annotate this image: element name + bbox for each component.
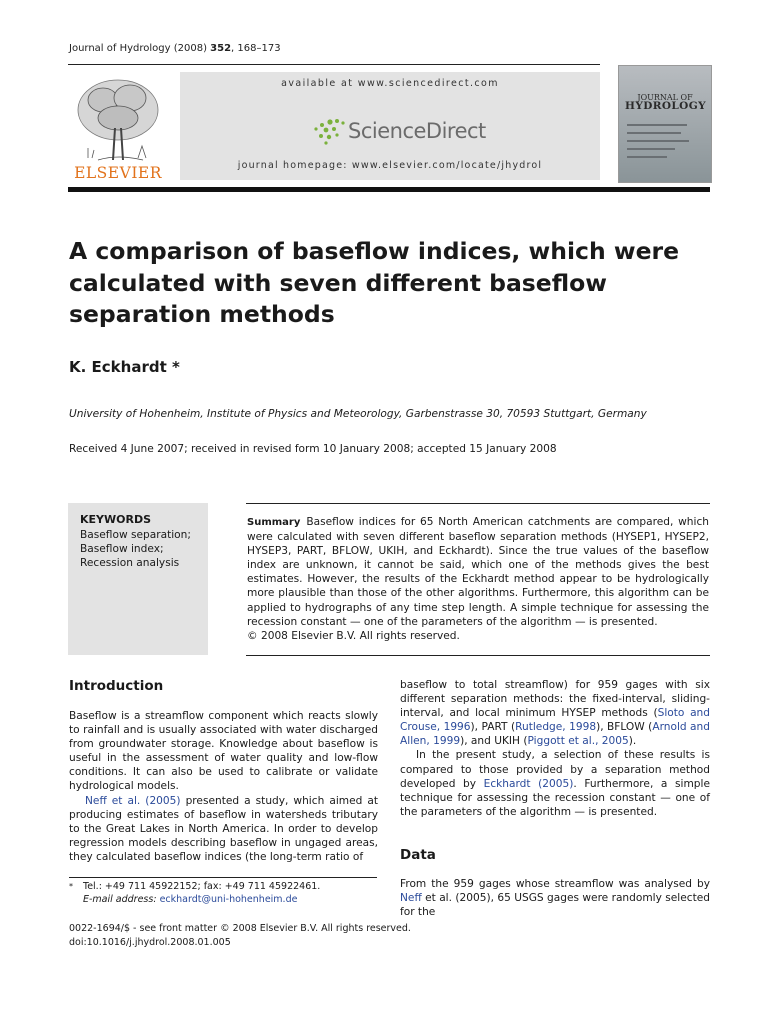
text-run: ), and UKIH ( bbox=[460, 735, 528, 748]
author-affiliation: University of Hohenheim, Institute of Physics and Meteorology, Garbenstrasse 30, 70593 Stuttgart, Germany bbox=[69, 408, 647, 420]
sciencedirect-dots-icon bbox=[312, 116, 348, 146]
front-matter-line: 0022-1694/$ - see front matter © 2008 Elsevier B.V. All rights reserved. bbox=[69, 923, 411, 934]
journal-cover-thumbnail bbox=[618, 65, 712, 183]
footnote-tel: Tel.: +49 711 45922152; fax: +49 711 45922461. bbox=[83, 881, 321, 892]
text-run: From the 959 gages whose streamflow was analysed by bbox=[400, 878, 710, 890]
journal-pages: , 168–173 bbox=[231, 43, 281, 54]
summary-copyright: © 2008 Elsevier B.V. All rights reserved. bbox=[247, 629, 460, 642]
journal-citation bbox=[69, 43, 281, 54]
text-run: . Furthermore, a simple technique for assessing the recession constant — one of the parameters of the algorithm — is presented. bbox=[400, 777, 710, 818]
citation-link-eckhardt[interactable]: Eckhardt (2005) bbox=[483, 777, 574, 790]
keyword-item: Baseflow index; bbox=[80, 543, 164, 555]
intro-paragraph-2-text: presented a study, which aimed at producing estimates of baseflow in watersheds tributary to the Great Lakes in North America. In order to develop regression models describing baseflow in ungaged areas, they calculated baseflow indices (the long-term ratio of bbox=[69, 794, 378, 863]
footnote-email-label: E-mail address: bbox=[83, 893, 160, 905]
abstract-summary bbox=[247, 515, 709, 643]
summary-top-rule bbox=[246, 503, 710, 504]
header-rule bbox=[68, 64, 600, 65]
right-paragraph-1 bbox=[400, 678, 710, 748]
summary-bottom-rule bbox=[246, 655, 710, 656]
keywords-list bbox=[80, 528, 191, 570]
summary-label: Summary bbox=[247, 517, 301, 528]
intro-paragraph-1: Baseflow is a streamflow component which reacts slowly to rainfall and is usually associated with water discharged from groundwater storage. Knowledge about baseflow is useful in the assessment of water quality and low-flow conditions. It can also be used to calibrate or validate hydrological models. bbox=[69, 710, 378, 793]
citation-link-neff-2[interactable]: Neff bbox=[400, 892, 422, 905]
footnote-mark: * bbox=[69, 882, 73, 891]
text-run: baseflow to total streamflow) for 959 gages with six different separation methods: the fixed-interval, sliding-interval, and local minimum HYSEP methods ( bbox=[400, 679, 710, 720]
author-email-link[interactable]: eckhardt@uni-hohenheim.de bbox=[159, 893, 298, 905]
citation-link-piggott[interactable]: Piggott et al., 2005 bbox=[527, 735, 629, 748]
footnote-rule bbox=[69, 877, 377, 878]
article-title: A comparison of baseflow indices, which were calculated with seven different baseflow separation methods bbox=[69, 237, 680, 328]
text-run: ), PART ( bbox=[470, 721, 516, 734]
doi-line: doi:10.1016/j.jhydrol.2008.01.005 bbox=[69, 936, 231, 948]
journal-homepage-text: journal homepage: www.elsevier.com/locate/jhydrol bbox=[237, 160, 543, 171]
text-run: ), BFLOW ( bbox=[596, 721, 653, 734]
article-author: K. Eckhardt * bbox=[69, 358, 180, 376]
data-paragraph bbox=[400, 877, 710, 919]
introduction-body bbox=[69, 709, 378, 864]
cover-title-line2: HYDROLOGY bbox=[625, 100, 706, 112]
data-heading: Data bbox=[400, 847, 436, 863]
journal-volume: 352 bbox=[210, 43, 232, 54]
citation-link-sloto[interactable]: Sloto and Crouse, 1996 bbox=[400, 707, 710, 734]
author-footnote bbox=[69, 881, 320, 906]
legal-info bbox=[69, 922, 411, 949]
header-thick-rule bbox=[68, 187, 710, 192]
available-at-text: available at www.sciencedirect.com bbox=[281, 78, 499, 89]
data-body bbox=[400, 877, 710, 919]
right-paragraph-2 bbox=[400, 748, 710, 818]
summary-text: Baseflow indices for 65 North American catchments are compared, which were calculated with seven different baseflow separation methods (HYSEP1, HYSEP2, HYSEP3, PART, BFLOW, UKIH, and Eckhardt). Since the true values of the baseflow index are unknown, it cannot be said, which one of the methods gives the best estimates. However, the results of the Eckhardt method appear to be hydrologically more plausible than those of the other algorithms. Furthermore, this algorithm can be applied to hydrographs of any time step length. A simple technique for assessing the recession constant — one of the parameters of the algorithm — is presented. bbox=[247, 516, 709, 628]
text-run: In the present study, a selection of these results is compared to those provided by a separation method developed by bbox=[400, 749, 710, 790]
citation-link-rutledge[interactable]: Rutledge, 1998 bbox=[515, 721, 597, 734]
text-run: et al. (2005), 65 USGS gages were randomly selected for the bbox=[400, 892, 710, 919]
footnote-email-line bbox=[69, 894, 320, 907]
sciencedirect-brand: ScienceDirect bbox=[348, 119, 486, 143]
citation-link-arnold[interactable]: Arnold and Allen, 1999 bbox=[400, 721, 710, 748]
cover-title bbox=[625, 93, 705, 111]
footnote-tel-line bbox=[69, 881, 320, 894]
article-dates: Received 4 June 2007; received in revised form 10 January 2008; accepted 15 January 2008 bbox=[69, 443, 557, 455]
text-run: ). bbox=[628, 735, 637, 748]
citation-link-neff[interactable]: Neff et al. (2005) bbox=[85, 794, 181, 807]
keyword-item: Baseflow separation; bbox=[80, 529, 191, 541]
journal-name: Journal of Hydrology (2008) bbox=[69, 43, 211, 54]
elsevier-wordmark: ELSEVIER bbox=[74, 164, 162, 182]
cover-title-line1: JOURNAL OF bbox=[637, 93, 693, 102]
introduction-heading: Introduction bbox=[69, 678, 164, 694]
keyword-item: Recession analysis bbox=[80, 557, 180, 569]
keywords-heading: KEYWORDS bbox=[80, 513, 152, 526]
right-column-body bbox=[400, 678, 710, 819]
intro-paragraph-2 bbox=[69, 794, 378, 864]
